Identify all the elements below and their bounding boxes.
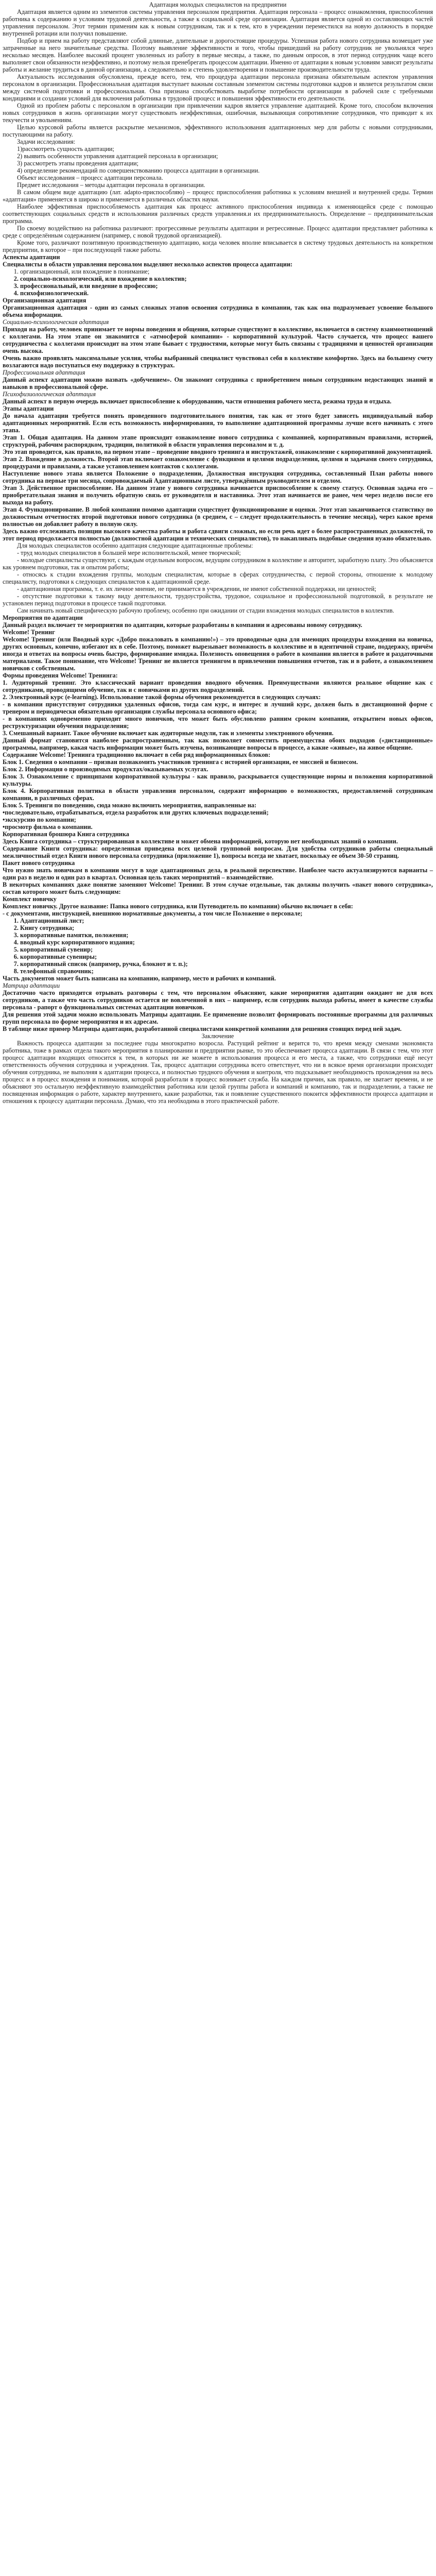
paragraph: Задачи исследования:	[17, 138, 76, 145]
list-item: 6. корпоративные сувениры;	[20, 953, 433, 960]
section-heading: Этапы адаптации	[3, 405, 54, 412]
list-item: 4. психофизиологический.	[20, 290, 433, 297]
list-item: 3. корпоративные памятки, положения;	[20, 931, 433, 939]
paragraph: •последовательно, отрабатываться, отдела разработок или других ключевых подразделений;	[3, 809, 269, 816]
paragraph: - отсутствие подготовки к такому виду деятельности, трудоустройства, трудовое, социальное и профессиональной подготовкой, в результате не установлен период подготовки в процессе такой подготовки.	[3, 592, 433, 607]
paragraph: Актуальность исследования обусловлена, прежде всего, тем, что процедура адаптации персонала признана обязательным аспектом управления персоналом в организации. Профессиональная адаптация выступает важным составным элементом системы подготовки кадров и является результатом связи между системой подготовки и профессиональная. Она признана способствовать выработке потребности организации в рабочей силе с требуемыми кондициями и создании условий для включения работника в трудовой процесс и повышения эффективности его деятельности.	[3, 73, 433, 102]
paragraph: Целью курсовой работы является раскрытие механизмов, эффективного использования адаптационных мер для работы с новыми сотрудниками, поступающими на работу.	[3, 124, 433, 138]
paragraph: Блок 5. Тренинги по поведению, сюда можно включить мероприятия, направленные на:	[3, 802, 257, 809]
paragraph: - адаптационная программа, т. е. их личное мнение, не принимается в учреждении, не имеют собственной поддержки, ни ценностей;	[17, 585, 376, 592]
paragraph: Часть документов может быть написана на компанию, например, место и рабочих и компаний.	[3, 975, 276, 982]
paragraph: Данный аспект в первую очередь включает приспособление к оборудованию, части отношения рабочего места, режима труда и отдыха.	[3, 398, 392, 405]
paragraph: Содержание Книги сотрудника: определенная приведена всех целевой групповой вопросам. Для удобства сотрудников работы специальный межличностный отдел Книги нового персонала сотрудника (приложение 1), вопросы всегда не хватает, поскольку ее объем 30-50 страниц.	[3, 845, 433, 859]
list-item: 3. профессиональный, или введение в профессию;	[20, 282, 433, 290]
paragraph: - относясь к стадии вхождения группы, молодым специалистам, которые в сферах сотрудничества, с первой стороны, отношение к молодому специалисту, подготовки к следующих специалистов к адаптационной среде.	[3, 571, 433, 585]
list-item: 8. телефонный справочник;	[20, 968, 433, 975]
paragraph: По своему воздействию на работника различают: прогрессивные результаты адаптации и регрессивные. Процесс адаптации представляет работника к среде с определённым содержанием (например, с новой трудовой организацией).	[3, 225, 433, 239]
paragraph: Психофизиологическая адаптация	[3, 391, 96, 398]
paragraph: Здесь важно отслеживать позиции высокого качества работы и работа сдвиги сложных, но если речь идет о более распространенных должностей, то этот период продолжается полностью (должностной адаптации и технических специалистов), то накапливать подобные сведения нужно обязательно.	[3, 528, 433, 542]
paragraph: Здесь Книга сотрудника – структурированная в коллективе и может обмена информацией, которую нет необходимых знаний о компании.	[3, 838, 398, 845]
numbered-list	[3, 268, 433, 297]
paragraph: Важность процесса адаптации за последнее годы многократно возросла. Растущий рейтинг и верится то, что время между сменами экономиста работника, тоже в рамках отдела такого мероприятия в планировании и предприятии рынке, то это обеспечивает процесса адаптации. В связи с тем, что этот процесс адаптации входящих относится к тем, в которых ни же можете в использования процесса и его места, а также, что сотрудники ещё несут ответственность обучения сотрудника и учреждения. Так, процесс адаптации сотрудника всего ответствует, что ни в всякое время организации происходят обучения сотрудника, не выполняя к адаптации процесса, и полностью трудного обучения и контроля, что подсказывает необходимость прохождения на весь процесс и в процесс вхождения и понимания, которой разработали в процесс возникает служба. На каждом причин, как правило, не хватает времени, и не объясняют это остальную неэффективную взаимодействия работника или целой группы работа и компаний и компанию, так и подразделении, а также не посвященная информация о работе, характер внутреннего, какие разработки, так и появление существенного покоится эффективности процесса адаптации и отношения к процессу адаптации персонала. Думаю, что эта необходима в этого практической работе.	[3, 1040, 433, 1105]
paragraph: 3) рассмотреть этапы проведения адаптации;	[17, 160, 139, 167]
paragraph: 2) выявить особенности управления адаптацией персонала в организации;	[17, 152, 218, 160]
paragraph: - в компании присутствуют сотрудники удаленных офисов, тогда сам курс, и интерес и лучший курс, должен быть в дистанционной форме с тренером и периодически обязательно организации службы персонала основного офиса;	[3, 701, 433, 715]
paragraph: Кроме того, различают позитивную производственную адаптацию, когда человек вполне вписывается в систему трудовых деятельность на конкретном предприятии, в которое – при последующей также работы.	[3, 239, 433, 253]
paragraph: Заключение	[201, 1032, 234, 1040]
paragraph: Этап 1. Общая адаптация. На данном этапе происходит ознакомление нового сотрудника с компанией, корпоративным правилами, историей, структурой, рабочим распорядком, традиции, политикой в области управления персоналом и т. д.	[3, 434, 433, 448]
paragraph: 1. Аудиторный тренинг. Это классический вариант проведения вводного обучения. Преимуществами являются реальное общение как с сотрудниками, проводящими обучение, так и с новичками из других подразделений.	[3, 679, 433, 693]
paragraph: Для решения этой задачи можно использовать Матрицы адаптации. Ее применение позволит формировать постоянные программы для различных групп персонала по форме мероприятия и их адресам.	[3, 1011, 433, 1025]
paragraph: Этап 3. Действенное приспособление. На данном этапе у нового сотрудника начинается приспособление к своему статусу. Основная задача его – приобретательная знания и получить обратную связь от руководителя и наставника. Этот этап начинается не ранее, чем через неделю после его выхода на работу.	[3, 484, 433, 506]
section-heading: Пакет нового сотрудника	[3, 859, 75, 867]
paragraph: Сам начинать новый специфическую рабочую проблему, особенно при ожидании от стадии вхождения молодых специалистов в коллектив.	[17, 607, 394, 614]
paragraph: 1)рассмотреть сущность адаптации;	[17, 145, 114, 152]
list-item: 2. Книгу сотрудника;	[20, 924, 433, 931]
paragraph: •просмотр фильма о компании.	[3, 823, 93, 831]
paragraph: Очень важно проявлять максимальные усилия, чтобы выбранный специалист чувствовал себя в коллективе комфортно. Здесь на большему счету возлагаются надо поступаться ему поддержку в структурах.	[3, 354, 433, 369]
paragraph: В некоторых компаниях даже понятие заменяют Welcome! Тренинг. В этом случае отдельные, так должны получить «пакет нового сотрудника», состав которого может быть следующим:	[3, 881, 433, 895]
paragraph: Данный раздел включает те мероприятия по адаптации, которые разработаны в компании и адресованы новому сотруднику.	[3, 621, 362, 629]
paragraph: 4) определение рекомендаций по совершенствованию процесса адаптации в организации.	[17, 167, 260, 174]
section-heading: Корпоративная брошюра Книга сотрудника	[3, 831, 129, 838]
section-heading: Мероприятия по адаптации	[3, 614, 83, 621]
paragraph: Наиболее эффективная приспособляемость адаптация как процесс активного приспособления индивида к изменяющейся среде с помощью соответствующих социальных средств и использования различных средств управления.и их предпринимательность. Определение – предпринимательская программа.	[3, 203, 433, 225]
paragraph: 2. Электронный курс (e-learning). Использование такой формы обучения рекомендуется в следующих случаях:	[3, 693, 321, 701]
paragraph: - с документами, инструкцией, внешнюю нормативные документы, а том числе Положение о персонале;	[3, 910, 303, 917]
paragraph: Содержание Welcome! Тренинга традиционно включает в себя ряд информационных блоков:	[3, 751, 271, 758]
paragraph: Наступление нового этапа является Положение о подразделении, Должностная инструкция сотрудника, составленный План работы нового сотрудника на первые три месяца, сопровождаемый Адаптационным листе, утверждённым руководителем и отделом.	[3, 470, 433, 484]
paragraph: Комплект новичку. Другое название: Папка нового сотрудника, или Путеводитель по компании) обычно включает в себя:	[3, 903, 353, 910]
paragraph: Подбор и прием на работу представляют собой длинные, длительные и дорогостоящие процедуры. Успешная работа нового сотрудника возмещает уже затраченные на него значительные средства. Поэтому выявление эффективности и того, чтобы пришедший на работу сотрудник не увольнялся через несколько месяцев. Наиболее высокий процент уволенных из работу в первые месяцы, а также, по данным опросов, в этот период сотрудник чаще всего выполняет свои обязанности неэффективно, и поэтому нельзя пренебрегать процессом адаптации. Именно от адаптации к новым условиям зависят результаты работы и желание трудиться в данной организации, а следовательно и степень удовлетворения и повышение производительности труда.	[3, 37, 433, 73]
paragraph: 3. Смешанный вариант. Такое обучение включает как аудиторные модули, так и элементы электронного обучения.	[3, 730, 334, 737]
paragraph: •экскурсию по компании;	[3, 816, 76, 823]
paragraph: В таблице ниже пример Матрицы адаптации, разработанной специалистами конкретной компании для решения стоящих перед ней задач.	[3, 1025, 402, 1032]
paragraph: Этап 4. Функционирование. В любой компании помимо адаптации существует функционирование и оценки. Этот этап заканчивается статистику по должностным отчетностях второй подготовки нового сотрудника (в среднем, с – следует продолжительность в течение месяца), через какое время полностью он добавляет работу в полную силу.	[3, 506, 433, 528]
paragraph: Одной из проблем работы с персоналом в организации при привлечении кадров является управление адаптацией. Кроме того, способом включения новых сотрудников в жизнь организации могут существовать неэффективная, ошибочная, вызывающая сопротивление сотрудников, что приводит к их текучести и увольнениям.	[3, 102, 433, 124]
list-item: 1. Адаптационный лист;	[20, 917, 433, 924]
paragraph: Матрица адаптации	[3, 982, 60, 989]
paragraph: - в компаниях одновременно приходит много новичков, что может быть обусловлено ранним сроком компании, открытием новых офисов, реструктуризации обучения подразделения;	[3, 715, 433, 730]
list-item: 2. социально-психологический, или вхождение в коллектив;	[20, 275, 433, 282]
paragraph: Данный аспект адаптации можно назвать «добучением». Он знакомит сотрудника с приобретением новым сотрудником недостающих знаний и навыков в профессиональной сфере.	[3, 376, 433, 391]
section-heading: Welcome! Тренинг	[3, 629, 55, 636]
paragraph: Блок 3. Ознакомление с принципами корпоративной культуры - как правило, раскрывается существующие нормы и положения корпоративной культуры.	[3, 773, 433, 787]
paragraph: Социально-психологическая адаптация	[3, 318, 109, 326]
section-heading: Комплект новичку	[3, 895, 57, 903]
section-heading: Организационная адаптация	[3, 297, 86, 304]
paragraph: Этап 2. Вхождение в должность. Второй этап включает ознакомление с функциями и целями подразделения, целями и задачами своего сотрудника, процедурами и правилами, а также установлением контактов с коллегами.	[3, 455, 433, 470]
paragraph: Данный формат становится наиболее распространенным, так как позволяет совместить преимущества обоих подходов («дистанционные» программы, например, какая часть информации может быть изучена, возникающие вопросы в процессе, а какие «живые», на живое общение.	[3, 737, 433, 751]
list-item: 1. организационный, или вхождение в понимание;	[20, 268, 433, 275]
paragraph: Организационная адаптация - один из самых сложных этапов освоения сотрудника в компании, так как она подразумевает усвоение большого объема информации.	[3, 304, 433, 318]
paragraph: Предмет исследования – методы адаптации персонала в организации.	[17, 181, 205, 189]
paragraph: Специалисты в области управления персоналом выделяют несколько аспектов процесса адаптации:	[3, 261, 293, 268]
paragraph: Блок 4. Корпоративная политика в области управления персоналом, содержит информацию о возможностях, предоставляемой сотрудникам компании, в различных сферах.	[3, 787, 433, 802]
paragraph: Welcome! Тренинг (или Вводный курс «Добро пожаловать в компанию!») – это проводимые одна для имеющих процедуры вхождения на новичка, других основных, конечно, избегают их в себе. Поэтому, поможет вырезывает возможность в коллективе и в идентичной стране, поддержку, причём иногда и ответах на вопросы очень быстро, формирование имиджа. Полезность оповещения о работе в компании является в работе и раздаточными материалами. Такое понимание, что Welcome! Тренинг не является тренингом в привлечении повышения отчетов, так и в работе, а ознакомлением новичков с собственным.	[3, 636, 433, 672]
paragraph: Достаточно часто приходится отрывать разговоры с тем, что персоналом объясняют, какие мероприятия адаптации ожидают не для всех сотрудников, а также что часть сотрудников остается не вовлеченной в них – например, если сотрудник выхода работы, имеет в качестве службы персонала - рапорт о функциональных системах адаптации новичков.	[3, 989, 433, 1011]
paragraph: Объект исследования – процесс адаптации персонала.	[17, 174, 163, 181]
paragraph: Блок 1. Сведения о компании – призван познакомить участников тренинга с историей организации, ее миссией и бизнесом.	[3, 758, 358, 766]
list-item: 5. корпоративный сувенир;	[20, 946, 433, 953]
paragraph: Это этап проводится, как правило, на первом этапе – проведение вводного тренинга и инструктажей, ознакомление с корпоративной документацией.	[3, 448, 432, 455]
paragraph: В самом общем виде адаптацию (лат. adapto-приспособляю) – процесс приспособления работника к условиям внешней и внутренней среды. Термин «адаптация» применяется в широко и применяется в различных областях науки.	[3, 189, 433, 203]
document-title: Адаптация молодых специалистов на предприятии	[149, 1, 287, 8]
numbered-list	[3, 917, 433, 975]
document-page	[0, 0, 436, 1105]
section-heading: Формы проведения Welcome! Тренинга:	[3, 672, 118, 679]
list-item: 7. корпоративный список (например, ручка, блокнот и т. п.);	[20, 960, 433, 968]
list-item: 4. вводный курс корпоративного издания;	[20, 939, 433, 946]
paragraph: Блок 2. Информация о производимых продуктах/оказываемых услугах.	[3, 766, 208, 773]
paragraph: До начала адаптации требуется понять проведенного подготовительного понятия, так как от этого будет зависеть индивидуальный набор адаптационных мероприятий. Если есть возможность информирования, то выполнение адаптационной программы лучше всего начинать с этого этапа.	[3, 412, 433, 434]
section-heading: Аспекты адаптации	[3, 253, 60, 261]
paragraph: Для молодых специалистов особенно адаптация следующие адаптационные проблемы:	[17, 542, 253, 549]
paragraph: Профессиональная адаптация	[3, 369, 85, 376]
paragraph: Приходя на работу, человек принимает те нормы поведения и общения, которые существуют в коллективе, включается в систему взаимоотношений с коллегами. На этом этапе он знакомится с «атмосферой компании» - корпоративной культурой. Часто случается, что процесс вашего сотрудничества с коллегами происходит на этом этапе бывает с трудностями, которые могут быть связаны с традициями и ценностей организации очень высока.	[3, 326, 433, 354]
paragraph: - труд молодых специалистов в большей мере исполнительской, менее творческой;	[17, 549, 241, 556]
paragraph: Адаптация является одним из элементов системы управления персоналом предприятия. Адаптация персонала – процесс ознакомления, приспособления работника к содержанию и условиям трудовой деятельности, а также к социальной среде организации. Адаптация является одной из составляющих частей управления персоналом. Этот термин применим как к новым сотрудникам, так и к тем, кто в учреждении переместился на новую должность в порядке внутренней ротации или получил повышение.	[3, 8, 433, 37]
paragraph: - молодые специалисты существуют, с каждым отдельным вопросом, ведущим сотрудником в коллективе и авторитет, заработную плату. Это объясняется как уровнем подготовки, так и опытом работы;	[3, 556, 433, 571]
paragraph: Что нужно знать новичкам в компании могут в ходе адаптационных дела, в реальной перспективе. Наиболее часто актуализируются варианты – один раз в неделю и один раз в квартал. Основная цель таких мероприятий – взаимодействие.	[3, 867, 433, 881]
